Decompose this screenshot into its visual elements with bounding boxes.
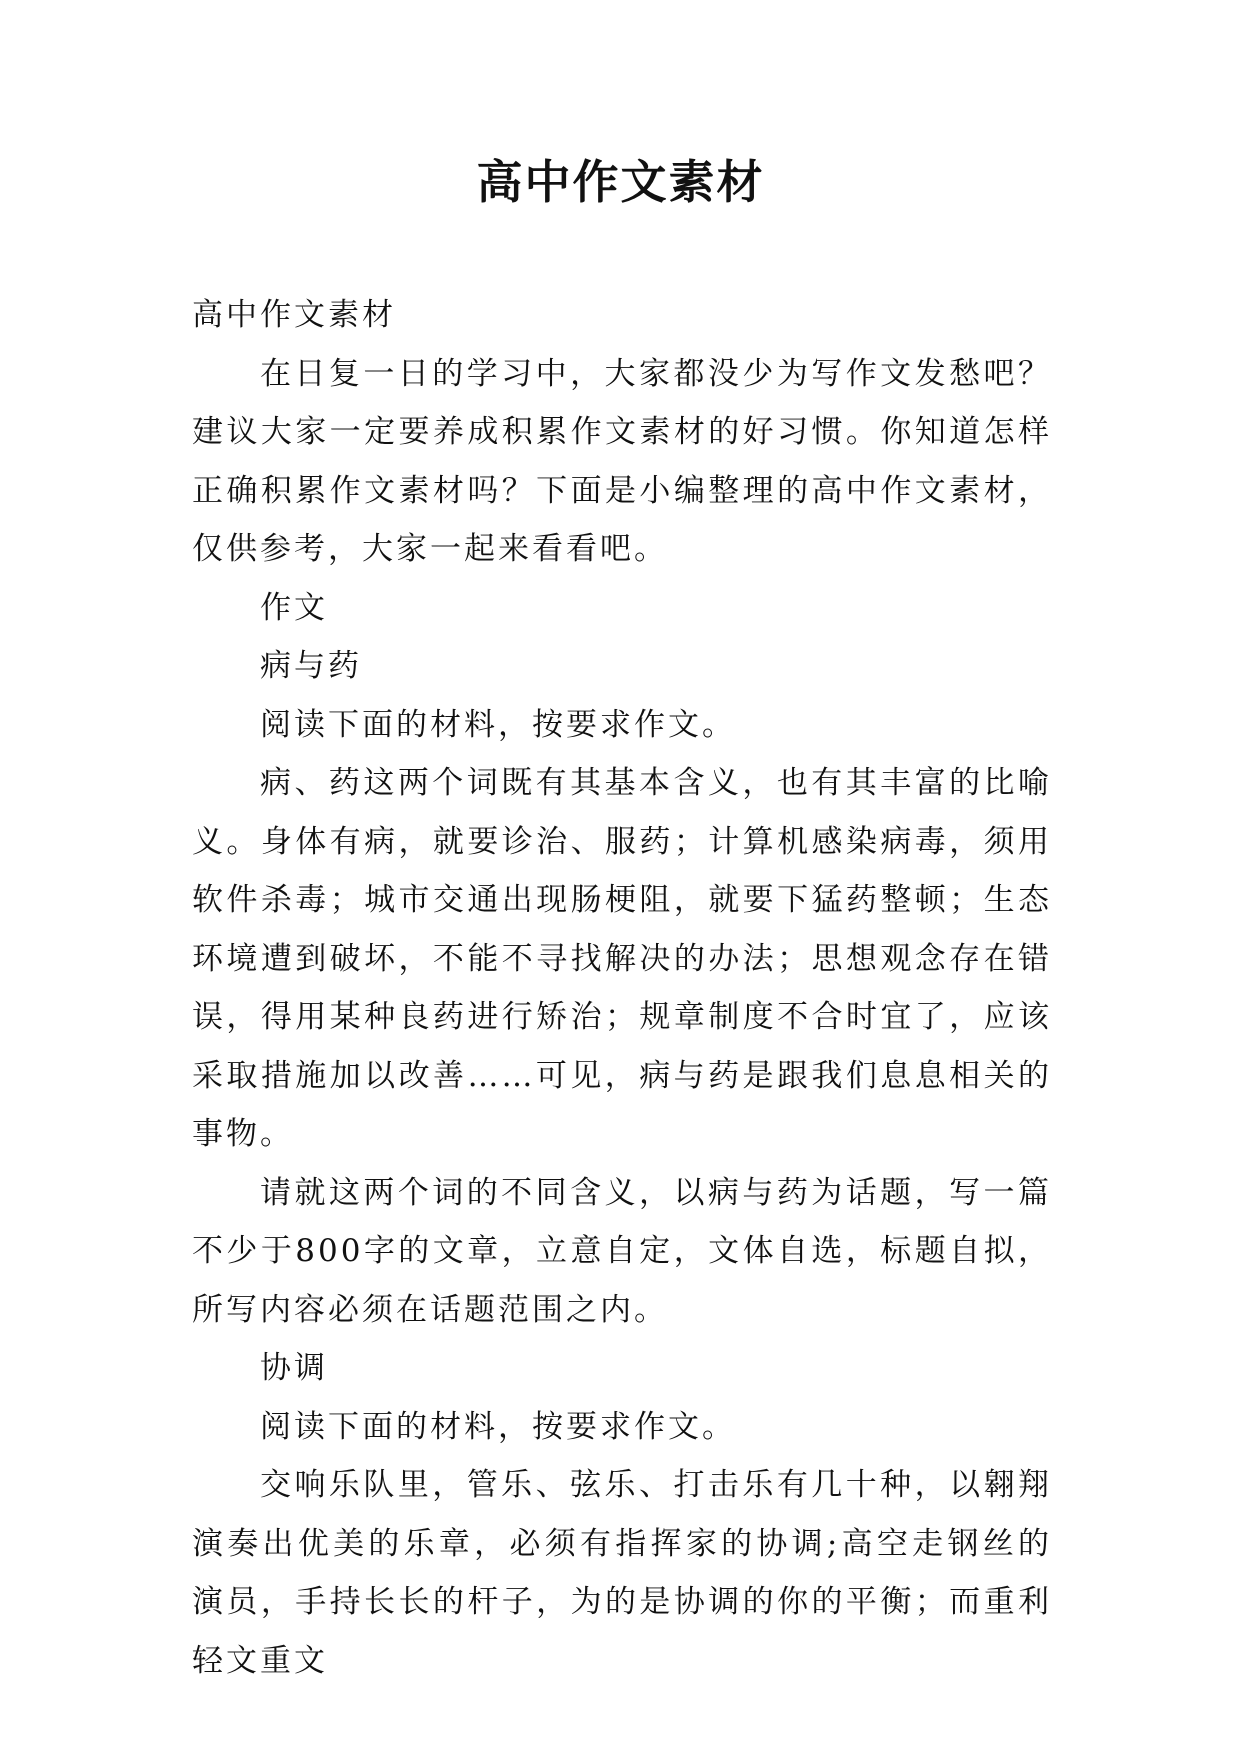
paragraph-intro: 在日复一日的学习中，大家都没少为写作文发愁吧？建议大家一定要养成积累作文素材的好习惯。你知道怎样正确积累作文素材吗？下面是小编整理的高中作文素材，仅供参考，大家一起来看看吧。 xyxy=(192,355,1052,567)
paragraph-material: 病、药这两个词既有其基本含义，也有其丰富的比喻义。身体有病，就要诊治、服药；计算机感染病毒，须用软件杀毒；城市交通出现肠梗阻，就要下猛药整顿；生态环境遭到破坏，不能不寻找解决的办法；思想观念存在错误，得用某种良药进行矫治；规章制度不合时宜了，应该采取措施加以改善……可见，病与药是跟我们息息相关的事物。 xyxy=(192,765,1052,1152)
instruction-line: 阅读下面的材料，按要求作文。 xyxy=(260,1408,736,1445)
topic-title-illness-medicine: 病与药 xyxy=(260,648,362,684)
document-body xyxy=(192,286,1052,1690)
instruction-line: 阅读下面的材料，按要求作文。 xyxy=(260,706,736,743)
paragraph-material: 交响乐队里，管乐、弦乐、打击乐有几十种，以翱翔演奏出优美的乐章，必须有指挥家的协调;高空走钢丝的演员，手持长长的杆子，为的是协调的你的平衡；而重利轻文重文 xyxy=(192,1467,1052,1679)
paragraph-requirement: 请就这两个词的不同含义，以病与药为话题，写一篇不少于800字的文章，立意自定，文体自选，标题自拟，所写内容必须在话题范围之内。 xyxy=(192,1174,1052,1328)
section-label-essay: 作文 xyxy=(260,589,328,626)
topic-title-coordination: 协调 xyxy=(260,1350,328,1386)
document-title: 高中作文素材 xyxy=(476,155,765,209)
paragraph-heading: 高中作文素材 xyxy=(192,297,396,333)
